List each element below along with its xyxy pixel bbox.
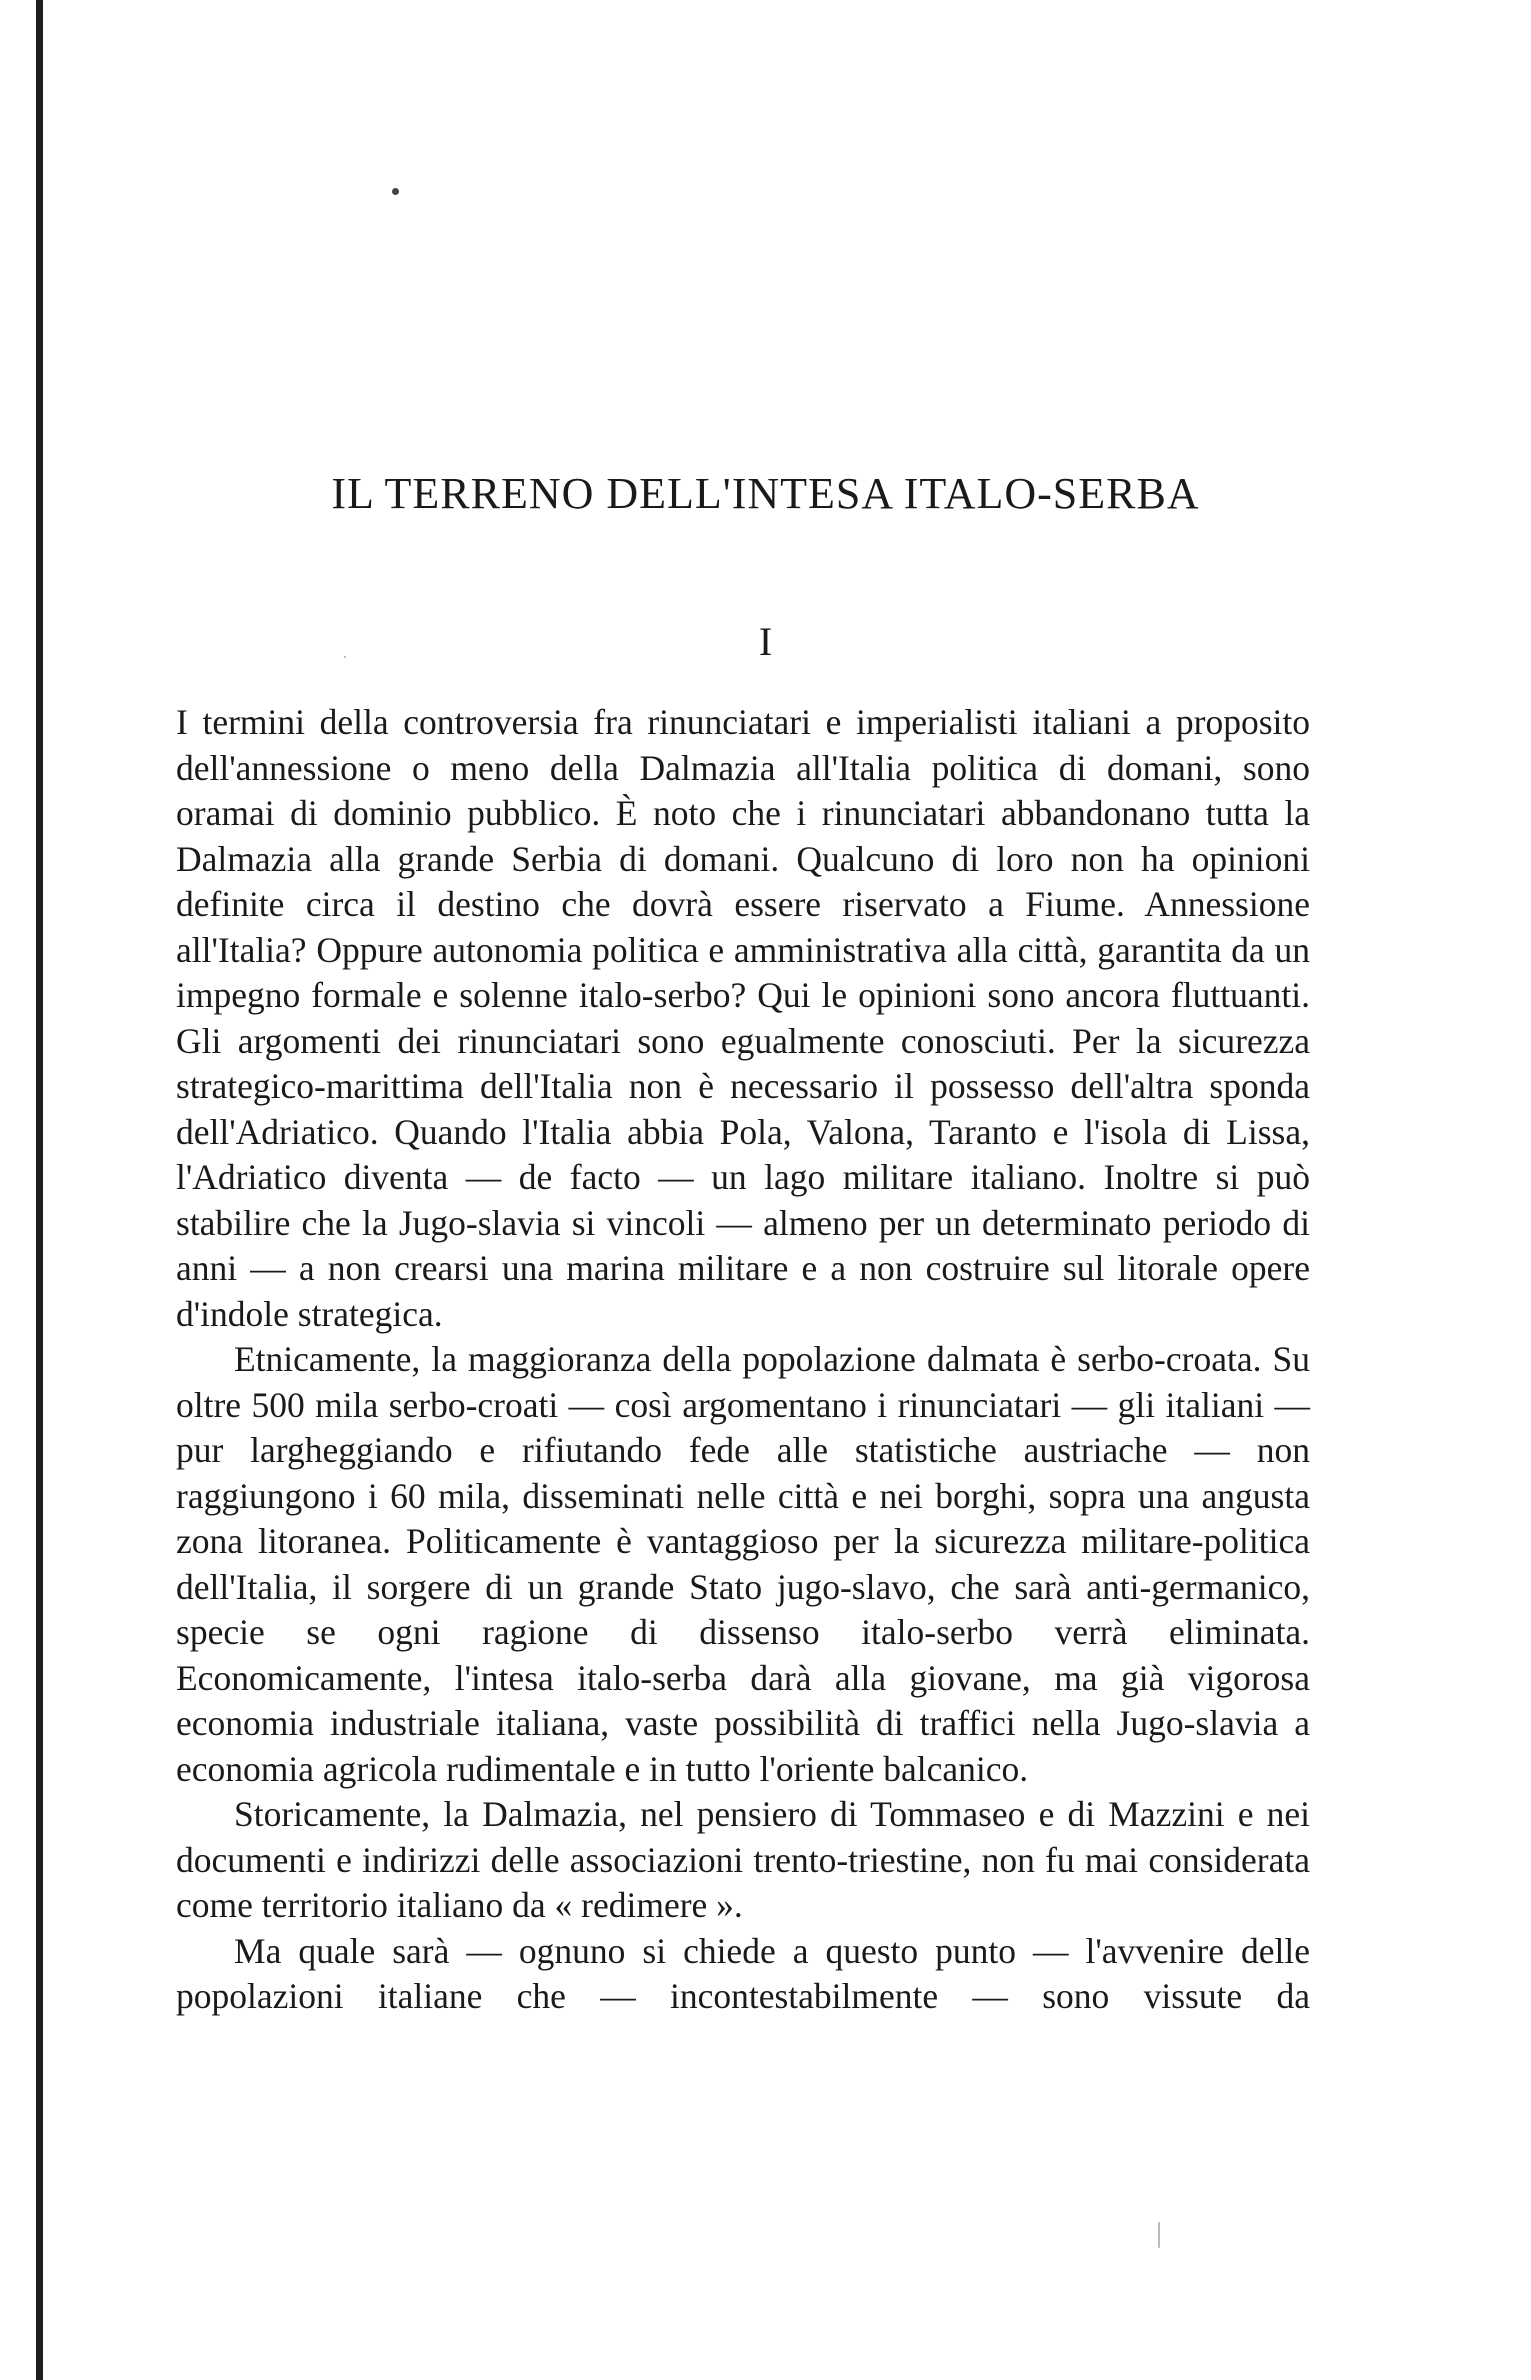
paragraph-4: Ma quale sarà — ognuno si chiede a questo punto — l'avvenire delle popolazioni italiane che — incontestabilmente — sono vissute da (176, 1930, 1310, 2016)
scan-mark (1158, 2222, 1160, 2248)
paragraph-3: Storicamente, la Dalmazia, nel pensiero di Tommaseo e di Mazzini e nei documenti e indirizzi delle associazioni trento-triestine, non fu mai considerata come territorio italiano da « redimere ». (176, 1794, 1310, 1925)
chapter-title: IL TERRENO DELL'INTESA ITALO-SERBA (331, 469, 1200, 518)
paragraph-1: I termini della controversia fra rinunciatari e imperialisti italiani a proposito dell'annessione o meno della Dalmazia all'Italia politica di domani, sono oramai di dominio pubblico. È noto che i rinunciatari abbandonano tutta la Dalmazia alla grande Serbia di domani. Qualcuno di loro non ha opinioni definite circa il destino che dovrà essere riservato a Fiume. Annessione all'Italia? Oppure autonomia politica e amministrativa alla città, garantita da un impegno formale e solenne italo-serbo? Qui le opinioni sono ancora fluttuanti. Gli argomenti dei rinunciatari sono egualmente conosciuti. Per la sicurezza strategico-marittima dell'Italia non è necessario il possesso dell'altra sponda dell'Adriatico. Quando l'Italia abbia Pola, Valona, Taranto e l'isola di Lissa, l'Adriatico diventa — de facto — un lago militare italiano. Inoltre si può stabilire che la Jugo-slavia si vincoli — almeno per un determinato periodo di anni — a non crearsi una marina militare e a non costruire sul litorale opere d'indole strategica. (176, 702, 1310, 1334)
section-number: I (758, 619, 773, 664)
paragraph-2: Etnicamente, la maggioranza della popolazione dalmata è serbo-croata. Su oltre 500 mila serbo-croati — così argomentano i rinunciatari — gli italiani — pur largheggiando e rifiutando fede alle statistiche austriache — non raggiungono i 60 mila, disseminati nelle città e nei borghi, sopra una angusta zona litoranea. Politicamente è vantaggioso per la sicurezza militare-politica dell'Italia, il sorgere di un grande Stato jugo-slavo, che sarà anti-germanico, specie se ogni ragione di dissenso italo-serbo verrà eliminata. Economicamente, l'intesa italo-serba darà alla giovane, ma già vigorosa economia industriale italiana, vaste possibilità di traffici nella Jugo-slavia a economia agricola rudimentale e in tutto l'oriente balcanico. (176, 1339, 1310, 1789)
ink-speck (392, 188, 399, 195)
page-edge-shadow (36, 0, 43, 2380)
body-text (176, 700, 1310, 2020)
